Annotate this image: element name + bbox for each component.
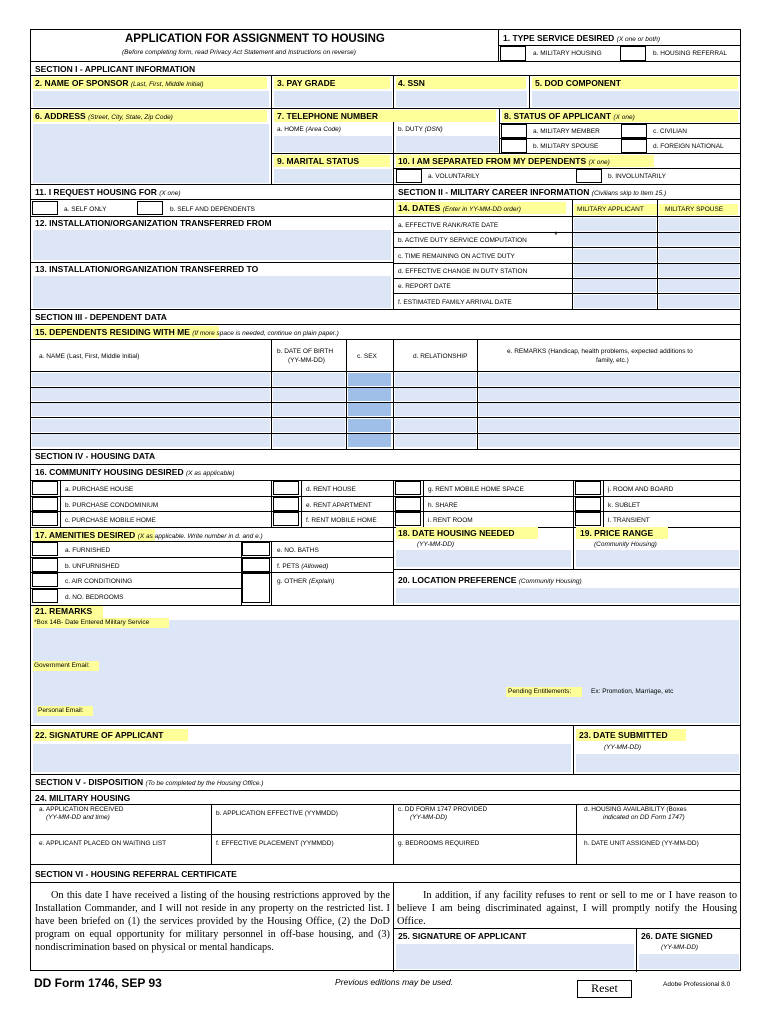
- item14-hint: (Enter in YY-MM-DD order): [442, 206, 521, 213]
- item8-c-label: c. CIVILIAN: [653, 128, 687, 135]
- pending-label: Pending Entitlements:: [508, 688, 572, 695]
- housing-option-j-checkbox[interactable]: [575, 481, 601, 495]
- item11-text: 11. I REQUEST HOUSING FOR: [35, 187, 157, 197]
- housing-option-b-label: b. PURCHASE CONDOMINIUM: [65, 502, 159, 509]
- date-spouse-input[interactable]: [659, 295, 739, 308]
- item26-label: 26. DATE SIGNED: [641, 931, 713, 941]
- date-row-label: a. EFFECTIVE RANK/RATE DATE: [398, 222, 499, 229]
- row-divider: [30, 588, 241, 589]
- asterisk-mark: *: [554, 230, 558, 241]
- item8-b-label: b. MILITARY SPOUSE: [533, 143, 599, 150]
- section2-title: [398, 187, 666, 197]
- col-dob-header2: (YY-MM-DD): [288, 357, 325, 364]
- date-row-label: b. ACTIVE DUTY SERVICE COMPUTATION: [398, 237, 527, 244]
- row-divider: [30, 572, 393, 573]
- item15-text: 15. DEPENDENTS RESIDING WITH ME: [35, 327, 190, 337]
- civilian-checkbox[interactable]: [621, 124, 647, 138]
- software-label: Adobe Professional 8.0: [663, 981, 731, 988]
- amenity-f-input[interactable]: [242, 558, 270, 572]
- dependent-remarks-input[interactable]: [479, 434, 739, 447]
- disp-e: e. APPLICANT PLACED ON WAITING LIST: [39, 840, 167, 847]
- ssn-input[interactable]: [396, 91, 527, 107]
- dependent-dob-input[interactable]: [273, 403, 345, 416]
- col-remarks-header1: e. REMARKS (Handicap, health problems, expected additions to: [507, 348, 693, 355]
- checkbox-divider: [603, 481, 604, 496]
- section6-title: SECTION VI - HOUSING REFERRAL CERTIFICATE: [35, 869, 237, 879]
- dependent-relationship-input[interactable]: [395, 419, 476, 432]
- housing-option-g-checkbox[interactable]: [395, 481, 421, 495]
- reset-button[interactable]: Reset: [577, 980, 632, 998]
- checkbox-divider: [603, 512, 604, 527]
- housing-option-l-label: l. TRANSIENT: [608, 517, 650, 524]
- item10-hint: (X one): [588, 159, 610, 166]
- item17-hint: (X as applicable. Write number in d. and e.): [137, 533, 263, 540]
- item16-hint: (X as applicable): [186, 470, 235, 477]
- row-divider: [30, 511, 741, 512]
- housing-option-c-checkbox[interactable]: [32, 512, 58, 526]
- dependent-sex-select[interactable]: [348, 388, 391, 401]
- housing-option-j-label: j. ROOM AND BOARD: [608, 486, 674, 493]
- housing-referral-checkbox[interactable]: [620, 46, 646, 61]
- dependent-dob-input[interactable]: [273, 419, 345, 432]
- item11-hint: (X one): [159, 190, 181, 197]
- section5-title-text: SECTION V - DISPOSITION: [35, 777, 144, 787]
- item1-label: [503, 33, 660, 43]
- item8-text: 8. STATUS OF APPLICANT: [504, 111, 612, 121]
- item8-label: [504, 111, 635, 121]
- col-relationship-header: d. RELATIONSHIP: [413, 353, 468, 360]
- housing-option-a-label: a. PURCHASE HOUSE: [65, 486, 134, 493]
- col-military-applicant: MILITARY APPLICANT: [577, 206, 644, 213]
- item7-a-text: a. HOME: [277, 126, 304, 133]
- amenity-g-hint: (Explain): [308, 578, 335, 585]
- item23-hint: (YY-MM-DD): [604, 744, 642, 751]
- row-divider: [30, 496, 741, 497]
- date-spouse-input[interactable]: [659, 264, 739, 277]
- item20-text: 20. LOCATION PREFERENCE: [398, 575, 517, 585]
- item16-text: 16. COMMUNITY HOUSING DESIRED: [35, 467, 184, 477]
- checkbox-divider: [423, 481, 424, 496]
- location-preference-input[interactable]: [396, 588, 739, 603]
- checkbox-divider: [423, 497, 424, 512]
- previous-editions-note: Previous editions may be used.: [335, 977, 454, 987]
- item8-a-label: a. MILITARY MEMBER: [533, 128, 600, 135]
- item2-hint: (Last, First, Middle Initial): [130, 81, 204, 88]
- dependent-name-input[interactable]: [32, 373, 270, 386]
- item7-b-label: [398, 126, 443, 133]
- item6-text: 6. ADDRESS: [35, 111, 86, 121]
- amenity-f-label: [277, 563, 328, 570]
- item2-text: 2. NAME OF SPONSOR: [35, 78, 129, 88]
- item14-label: [398, 203, 521, 213]
- dependent-name-input[interactable]: [32, 403, 270, 416]
- item14-text: 14. DATES: [398, 203, 441, 213]
- col-divider: [271, 480, 272, 527]
- item21-label: 21. REMARKS: [35, 606, 93, 616]
- date-spouse-input[interactable]: [659, 233, 739, 246]
- disp-h: h. DATE UNIT ASSIGNED (YY-MM-DD): [584, 840, 699, 847]
- item6-label: [35, 111, 173, 121]
- checkbox-divider: [301, 481, 302, 496]
- date-row-label: d. EFFECTIVE CHANGE IN DUTY STATION: [398, 268, 528, 275]
- self-dependents-checkbox[interactable]: [137, 201, 163, 215]
- section5-title: [35, 777, 263, 787]
- checkbox-divider: [301, 512, 302, 527]
- box14-note: *Box 14B- Date Entered Military Service: [34, 619, 150, 626]
- remarks-input[interactable]: [33, 620, 739, 723]
- col-dob-header1: b. DATE OF BIRTH: [277, 348, 334, 355]
- checkbox-divider: [423, 512, 424, 527]
- amenity-c-label: c. AIR CONDITIONING: [65, 578, 133, 585]
- item19-hint: (Community Housing): [594, 541, 657, 548]
- housing-option-f-checkbox[interactable]: [273, 512, 299, 526]
- item10-label: [398, 156, 610, 166]
- disp-c2: (YY-MM-DD): [410, 814, 448, 821]
- foreign-national-checkbox[interactable]: [621, 139, 647, 153]
- involuntarily-checkbox[interactable]: [576, 169, 602, 183]
- col-divider: [393, 480, 394, 527]
- pending-example: Ex: Promotion, Marriage, etc: [591, 688, 674, 695]
- disp-d1: d. HOUSING AVAILABILITY (Boxes: [584, 806, 687, 813]
- housing-option-h-checkbox[interactable]: [395, 497, 421, 511]
- amenity-g-label: [277, 578, 334, 585]
- item20-hint: (Community Housing): [518, 578, 582, 585]
- duty-phone-input[interactable]: [396, 136, 498, 152]
- item1-label-text: 1. TYPE SERVICE DESIRED: [503, 33, 615, 43]
- item12-label: 12. INSTALLATION/ORGANIZATION TRANSFERRED FROM: [35, 218, 272, 228]
- col-military-spouse: MILITARY SPOUSE: [665, 206, 724, 213]
- item15-label: [35, 327, 339, 337]
- checkbox-divider: [60, 481, 61, 496]
- dependent-remarks-input[interactable]: [479, 419, 739, 432]
- item10-b-label: b. INVOLUNTARILY: [608, 173, 666, 180]
- checkbox-divider: [60, 497, 61, 512]
- sponsor-name-input[interactable]: [33, 91, 269, 107]
- dependent-sex-select[interactable]: [348, 403, 391, 416]
- item16-label: [35, 467, 234, 477]
- item7-a-hint: (Area Code): [305, 126, 341, 133]
- dependent-relationship-input[interactable]: [395, 373, 476, 386]
- housing-option-d-checkbox[interactable]: [273, 481, 299, 495]
- date-spouse-input[interactable]: [659, 218, 739, 231]
- dependent-sex-select[interactable]: [348, 434, 391, 447]
- date-row-label: c. TIME REMAINING ON ACTIVE DUTY: [398, 253, 515, 260]
- item10-a-label: a. VOLUNTARILY: [428, 173, 480, 180]
- self-only-checkbox[interactable]: [32, 201, 58, 215]
- dependent-sex-select[interactable]: [348, 419, 391, 432]
- dependent-relationship-input[interactable]: [395, 388, 476, 401]
- item20-label: [398, 575, 582, 585]
- col-sex-header: c. SEX: [357, 353, 377, 360]
- amenity-e-input[interactable]: [242, 542, 270, 556]
- item15-hint: (If more space is needed, continue on plain paper.): [192, 330, 339, 337]
- section5-title-hint: (To be completed by the Housing Office.): [145, 780, 264, 787]
- dependent-remarks-input[interactable]: [479, 403, 739, 416]
- col-divider: [241, 541, 242, 605]
- signature-applicant-input[interactable]: [33, 744, 571, 772]
- certificate-left-paragraph: On this date I have received a listing of the housing restrictions approved by the Installation Commander, and I will not reside in any property on the restricted list. I have been briefed on (1) the services provided by the Housing Office, (2) the DoD program on equal opportunity for military personnel in off-base housing, and (3) nondiscrimination based on physical or mental handicaps.: [35, 890, 390, 953]
- amenity-g-text: g. OTHER: [277, 578, 307, 585]
- item7-a-label: [277, 126, 341, 133]
- amenity-b-input[interactable]: [32, 558, 58, 572]
- item11-label: [35, 187, 181, 197]
- item10-text: 10. I AM SEPARATED FROM MY DEPENDENTS: [398, 156, 587, 166]
- dependent-name-input[interactable]: [32, 388, 270, 401]
- item5-label: 5. DOD COMPONENT: [535, 78, 621, 88]
- amenity-f-hint: (Allowed): [301, 563, 329, 570]
- voluntarily-checkbox[interactable]: [396, 169, 422, 183]
- date-spouse-input[interactable]: [659, 279, 739, 292]
- row-divider: [30, 417, 741, 418]
- housing-option-k-label: k. SUBLET: [608, 502, 641, 509]
- housing-option-b-checkbox[interactable]: [32, 497, 58, 511]
- date-row-label: f. ESTIMATED FAMILY ARRIVAL DATE: [398, 299, 512, 306]
- item7-label: 7. TELEPHONE NUMBER: [277, 111, 379, 121]
- disp-g: g. BEDROOMS REQUIRED: [398, 840, 480, 847]
- item1-hint: (X one or both): [616, 36, 661, 43]
- col-divider: [271, 541, 272, 605]
- housing-option-k-checkbox[interactable]: [575, 497, 601, 511]
- item19-label: 19. PRICE RANGE: [580, 528, 654, 538]
- certificate-right-paragraph: In addition, if any facility refuses to rent or sell to me or I have reason to believe I am being discriminated against, I will promptly notify the Housing Office.: [397, 890, 737, 927]
- item7-b-hint: (DSN): [424, 126, 443, 133]
- item3-label: 3. PAY GRADE: [277, 78, 336, 88]
- amenity-a-label: a. FURNISHED: [65, 547, 111, 554]
- item18-hint: (YY-MM-DD): [417, 541, 455, 548]
- marital-status-input[interactable]: [274, 169, 392, 183]
- date-row-label: e. REPORT DATE: [398, 283, 451, 290]
- dependent-relationship-input[interactable]: [395, 434, 476, 447]
- item25-label: 25. SIGNATURE OF APPLICANT: [398, 931, 527, 941]
- row-divider: [393, 293, 741, 294]
- housing-option-c-label: c. PURCHASE MOBILE HOME: [65, 517, 156, 524]
- dependent-remarks-input[interactable]: [479, 388, 739, 401]
- date-submitted-input[interactable]: [576, 754, 739, 772]
- dependent-dob-input[interactable]: [273, 388, 345, 401]
- form-title: APPLICATION FOR ASSIGNMENT TO HOUSING: [125, 33, 385, 45]
- date-applicant-input[interactable]: [574, 218, 656, 231]
- item1-b-label: b. HOUSING REFERRAL: [653, 50, 728, 57]
- item6-hint: (Street, City, State, Zip Code): [88, 114, 173, 121]
- form-subtitle: (Before completing form, read Privacy Act Statement and Instructions on reverse): [122, 49, 356, 56]
- disp-c1: c. DD FORM 1747 PROVIDED: [398, 806, 488, 813]
- military-housing-checkbox[interactable]: [500, 46, 526, 61]
- disp-b: b. APPLICATION EFFECTIVE (YYMMDD): [216, 810, 338, 817]
- item1-a-label: a. MILITARY HOUSING: [533, 50, 602, 57]
- amenity-c-input[interactable]: [32, 573, 58, 587]
- housing-option-i-checkbox[interactable]: [395, 512, 421, 526]
- housing-option-i-label: i. RENT ROOM: [428, 517, 473, 524]
- gov-email-label: Government Email:: [34, 662, 90, 669]
- amenity-d-label: d. NO. BEDROOMS: [65, 594, 124, 601]
- amenity-g-input[interactable]: [242, 573, 270, 603]
- personal-email-label: Personal Email:: [38, 707, 84, 714]
- amenity-b-label: b. UNFURNISHED: [65, 563, 120, 570]
- checkbox-divider: [60, 512, 61, 527]
- item4-label: 4. SSN: [398, 78, 425, 88]
- item26-hint: (YY-MM-DD): [661, 944, 699, 951]
- item17-text: 17. AMENITIES DESIRED: [35, 530, 136, 540]
- row-divider: [393, 247, 741, 248]
- checkbox-divider: [603, 497, 604, 512]
- date-applicant-input[interactable]: [574, 233, 656, 246]
- item17-label: [35, 530, 263, 540]
- transferred-to-input[interactable]: [33, 276, 391, 308]
- item11-b-label: b. SELF AND DEPENDENTS: [170, 206, 255, 213]
- housing-option-h-label: h. SHARE: [428, 502, 458, 509]
- amenity-a-input[interactable]: [32, 542, 58, 556]
- checkbox-divider: [301, 497, 302, 512]
- item8-d-label: d. FOREIGN NATIONAL: [653, 143, 724, 150]
- dependent-sex-select[interactable]: [348, 373, 391, 386]
- dependent-dob-input[interactable]: [273, 434, 345, 447]
- item13-label: 13. INSTALLATION/ORGANIZATION TRANSFERRED TO: [35, 264, 259, 274]
- dependent-relationship-input[interactable]: [395, 403, 476, 416]
- housing-option-g-label: g. RENT MOBILE HOME SPACE: [428, 486, 524, 493]
- housing-option-e-checkbox[interactable]: [273, 497, 299, 511]
- col-name-header: a. NAME (Last, First, Middle Initial): [39, 353, 140, 360]
- date-spouse-input[interactable]: [659, 249, 739, 262]
- col-divider: [573, 480, 574, 527]
- date-signed-input[interactable]: [639, 954, 739, 969]
- date-applicant-input[interactable]: [574, 295, 656, 308]
- military-spouse-checkbox[interactable]: [501, 139, 527, 153]
- housing-option-e-label: e. RENT APARTMENT: [306, 502, 372, 509]
- row-divider: [30, 557, 393, 558]
- item7-b-text: b. DUTY: [398, 126, 423, 133]
- amenity-e-text: e. NO. BATHS: [277, 547, 319, 554]
- section1-title: SECTION I - APPLICANT INFORMATION: [35, 64, 196, 74]
- dependent-dob-input[interactable]: [273, 373, 345, 386]
- dependent-name-input[interactable]: [32, 419, 270, 432]
- housing-option-a-checkbox[interactable]: [32, 481, 58, 495]
- col-remarks-header2: family, etc.): [596, 357, 629, 364]
- item8-hint: (X one): [613, 114, 635, 121]
- amenity-f-text: f. PETS: [277, 563, 300, 570]
- date-housing-needed-input[interactable]: [396, 550, 571, 567]
- dependent-name-input[interactable]: [32, 434, 270, 447]
- section2-title-text: SECTION II - MILITARY CAREER INFORMATION: [398, 187, 590, 197]
- section4-title: SECTION IV - HOUSING DATA: [35, 451, 156, 461]
- disp-f: f. EFFECTIVE PLACEMENT (YYMMDD): [216, 840, 334, 847]
- section2-title-hint: (Civilians skip to Item 15.): [591, 190, 667, 197]
- amenity-d-input[interactable]: [32, 589, 58, 603]
- housing-option-f-label: f. RENT MOBILE HOME: [306, 517, 377, 524]
- item2-label: [35, 78, 204, 88]
- section3-title: SECTION III - DEPENDENT DATA: [35, 312, 167, 322]
- form-id: DD Form 1746, SEP 93: [34, 976, 162, 990]
- transferred-from-input[interactable]: [33, 230, 391, 260]
- item22-label: 22. SIGNATURE OF APPLICANT: [35, 730, 164, 740]
- address-input[interactable]: [33, 124, 269, 183]
- date-applicant-input[interactable]: [574, 249, 656, 262]
- item18-label: 18. DATE HOUSING NEEDED: [398, 528, 515, 538]
- date-applicant-input[interactable]: [574, 279, 656, 292]
- military-member-checkbox[interactable]: [501, 124, 527, 138]
- disp-a1: a. APPLICATION RECEIVED: [39, 806, 124, 813]
- dependent-remarks-input[interactable]: [479, 373, 739, 386]
- disp-a2: (YY-MM-DD and time): [46, 814, 110, 821]
- dod-component-input[interactable]: [532, 91, 739, 107]
- date-applicant-input[interactable]: [574, 264, 656, 277]
- item11-a-label: a. SELF ONLY: [64, 206, 107, 213]
- item9-label: 9. MARITAL STATUS: [277, 156, 360, 166]
- home-phone-input[interactable]: [274, 136, 392, 152]
- item24-label: 24. MILITARY HOUSING: [35, 793, 131, 803]
- pay-grade-input[interactable]: [274, 91, 392, 107]
- price-range-input[interactable]: [576, 550, 739, 567]
- item23-label: 23. DATE SUBMITTED: [579, 730, 668, 740]
- housing-option-l-checkbox[interactable]: [575, 512, 601, 526]
- disp-d2: indicated on DD Form 1747): [603, 814, 685, 821]
- amenity-e-label: [277, 547, 319, 554]
- signature-referral-input[interactable]: [396, 944, 634, 969]
- housing-option-d-label: d. RENT HOUSE: [306, 486, 356, 493]
